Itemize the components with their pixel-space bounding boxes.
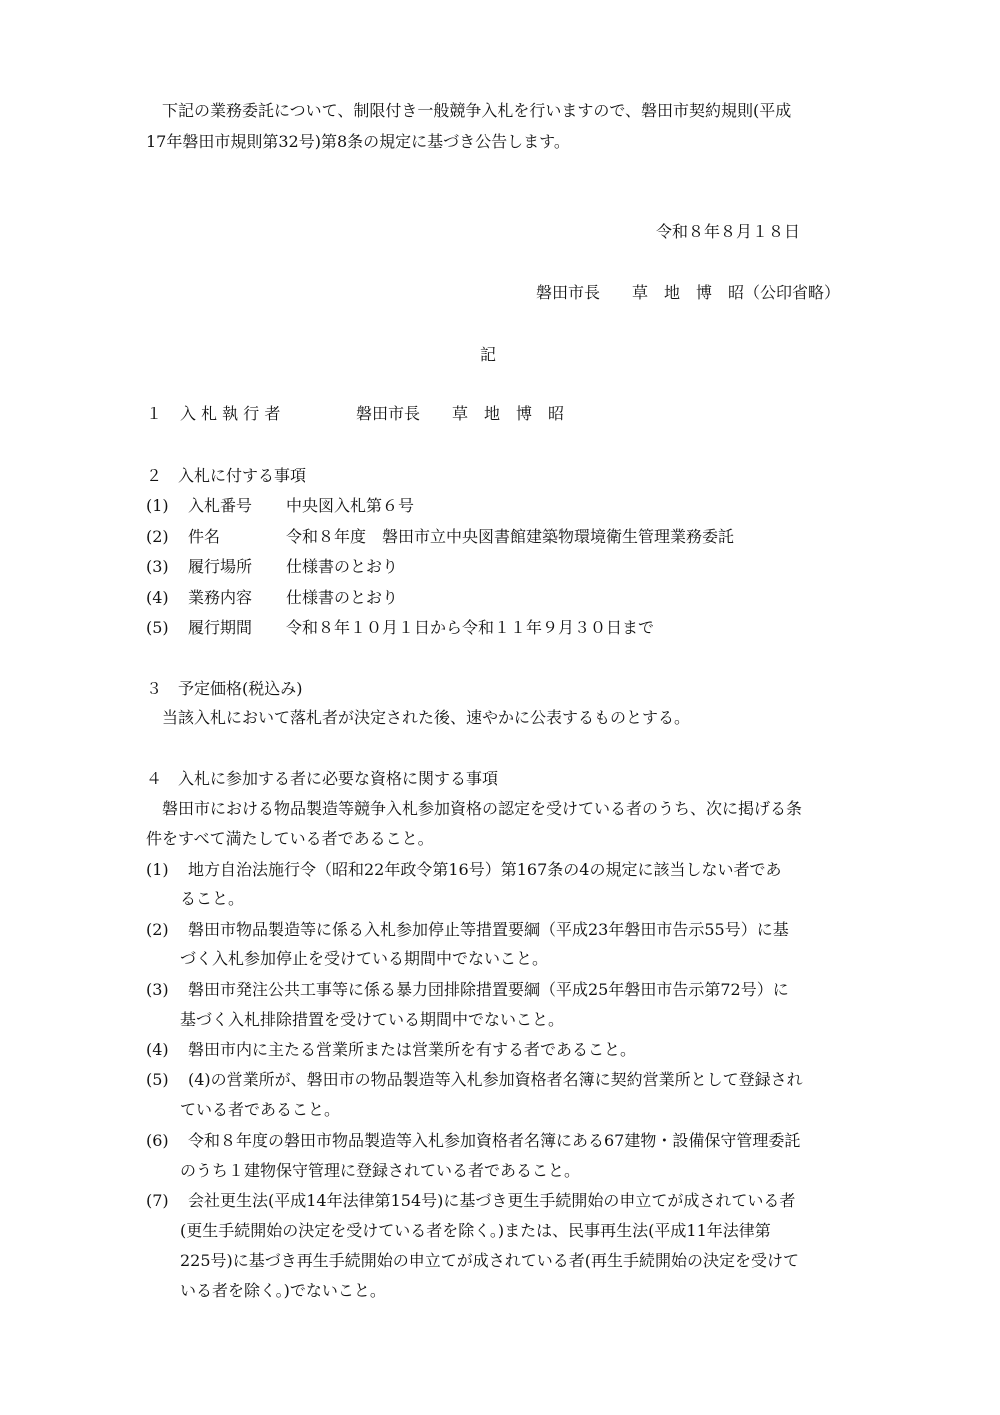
- section1-label: 入 札 執 行 者: [180, 404, 281, 423]
- section2-item-value: 令和８年度 磐田市立中央図書館建築物環境衛生管理業務委託: [286, 527, 735, 546]
- section2-heading: ２ 入札に付する事項: [146, 466, 307, 485]
- section2-item-label: 業務内容: [188, 588, 253, 607]
- condition-no: (5): [146, 1070, 169, 1089]
- section2-item-value: 仕様書のとおり: [286, 588, 399, 607]
- condition-text: ている者であること。: [180, 1100, 341, 1119]
- section2-item-value: 中央図入札第６号: [286, 496, 415, 515]
- condition-text: いる者を除く。)でないこと。: [180, 1281, 386, 1300]
- condition-text: ること。: [180, 889, 245, 908]
- section3-body: 当該入札において落札者が決定された後、速やかに公表するものとする。: [162, 708, 691, 727]
- condition-no: (6): [146, 1131, 169, 1150]
- condition-text: (4)の営業所が、磐田市の物品製造等入札参加資格者名簿に契約営業所として登録され: [188, 1070, 803, 1089]
- condition-text: 225号)に基づき再生手続開始の申立てが成されている者(再生手続開始の決定を受けて: [180, 1251, 800, 1270]
- section2-item-label: 履行場所: [188, 557, 253, 576]
- issuer-line: 磐田市長 草 地 博 昭（公印省略）: [536, 283, 841, 302]
- condition-text: づく入札参加停止を受けている期間中でないこと。: [180, 949, 549, 968]
- notice-date: 令和８年８月１８日: [656, 222, 801, 241]
- condition-text: のうち１建物保守管理に登録されている者であること。: [180, 1161, 581, 1180]
- section2-item-label: 件名: [188, 527, 221, 546]
- condition-text: 基づく入札排除措置を受けている期間中でないこと。: [180, 1010, 565, 1029]
- section4-intro-line-1: 磐田市における物品製造等競争入札参加資格の認定を受けている者のうち、次に掲げる条: [162, 799, 803, 818]
- section2-item-value: 令和８年１０月１日から令和１１年９月３０日まで: [286, 618, 655, 637]
- condition-text: (更生手続開始の決定を受けている者を除く。)または、民事再生法(平成11年法律第: [180, 1221, 771, 1240]
- ki-heading: 記: [480, 345, 497, 364]
- condition-text: 磐田市内に主たる営業所または営業所を有する者であること。: [188, 1040, 637, 1059]
- section2-item-no: (1): [146, 496, 169, 515]
- intro-line-2: 17年磐田市規則第32号)第8条の規定に基づき公告します。: [146, 132, 570, 151]
- condition-text: 会社更生法(平成14年法律第154号)に基づき更生手続開始の申立てが成されている者: [188, 1191, 796, 1210]
- intro-line-1: 下記の業務委託について、制限付き一般競争入札を行いますので、磐田市契約規則(平成: [146, 101, 792, 120]
- section2-item-no: (4): [146, 588, 169, 607]
- condition-text: 磐田市発注公共工事等に係る暴力団排除措置要綱（平成25年磐田市告示第72号）に: [188, 980, 789, 999]
- section2-item-no: (5): [146, 618, 169, 637]
- section1-number: １: [146, 404, 163, 423]
- section1-value: 磐田市長 草 地 博 昭: [356, 404, 565, 423]
- section3-heading: ３ 予定価格(税込み): [146, 679, 303, 698]
- section4-intro-line-2: 件をすべて満たしている者であること。: [146, 829, 434, 848]
- section2-item-no: (2): [146, 527, 169, 546]
- condition-no: (7): [146, 1191, 169, 1210]
- condition-no: (3): [146, 980, 169, 999]
- condition-no: (4): [146, 1040, 169, 1059]
- section2-item-value: 仕様書のとおり: [286, 557, 399, 576]
- condition-no: (1): [146, 860, 169, 879]
- condition-text: 令和８年度の磐田市物品製造等入札参加資格者名簿にある67建物・設備保守管理委託: [188, 1131, 801, 1150]
- condition-text: 磐田市物品製造等に係る入札参加停止等措置要綱（平成23年磐田市告示55号）に基: [188, 920, 789, 939]
- section2-item-label: 履行期間: [188, 618, 253, 637]
- section2-item-no: (3): [146, 557, 169, 576]
- section4-heading: ４ 入札に参加する者に必要な資格に関する事項: [146, 769, 499, 788]
- section2-item-label: 入札番号: [188, 496, 253, 515]
- condition-no: (2): [146, 920, 169, 939]
- condition-text: 地方自治法施行令（昭和22年政令第16号）第167条の4の規定に該当しない者であ: [188, 860, 782, 879]
